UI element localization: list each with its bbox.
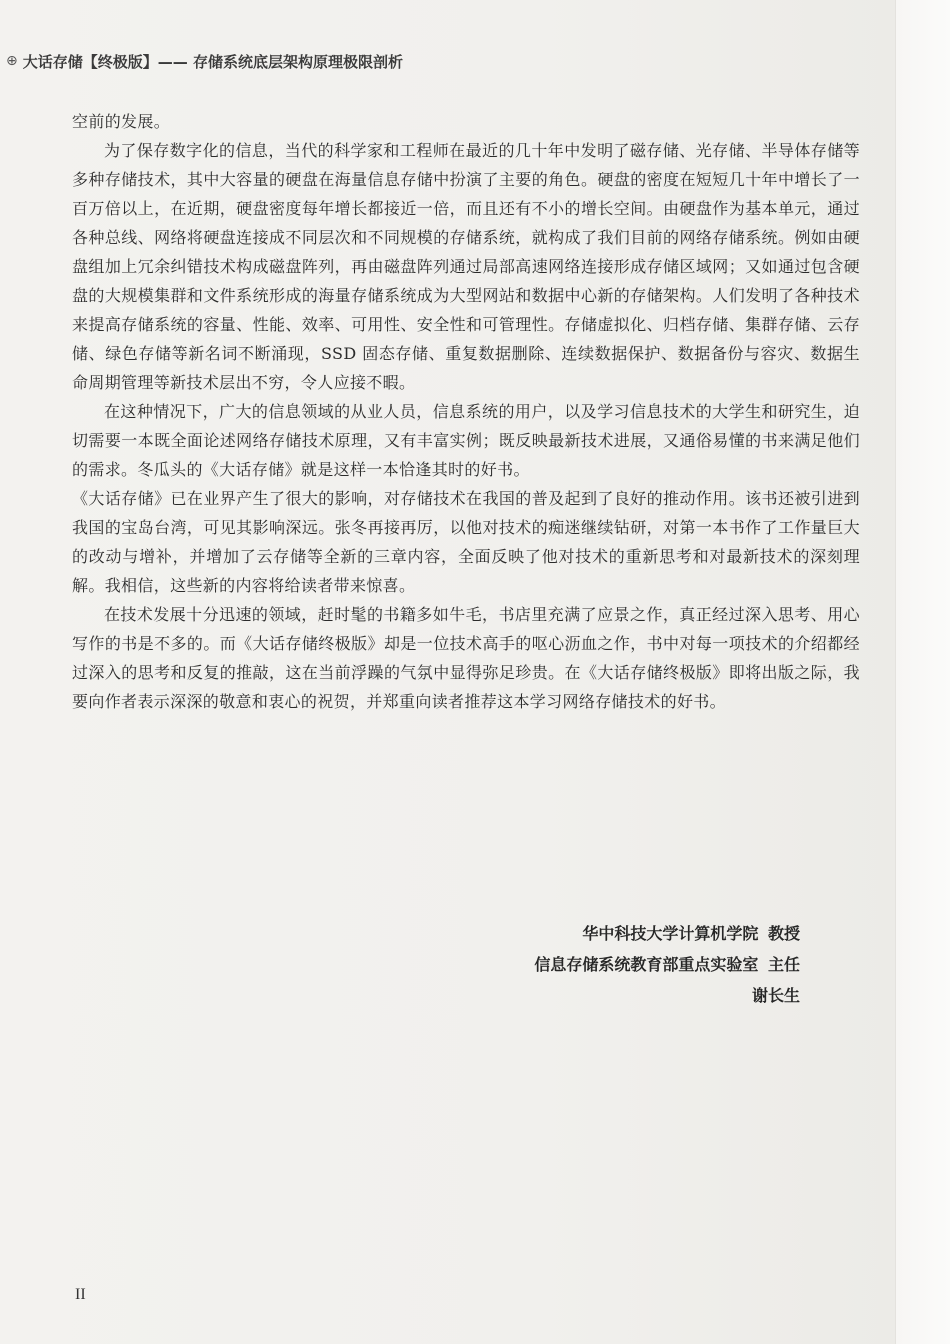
page-edge: [895, 0, 950, 1344]
paragraph: 为了保存数字化的信息，当代的科学家和工程师在最近的几十年中发明了磁存储、光存储、半导体存储等多种存储技术，其中大容量的硬盘在海量信息存储中扮演了主要的角色。硬盘的密度在短短几十年中增长了一百万倍以上，在近期，硬盘密度每年增长都接近一倍，而且还有不小的增长空间。由硬盘作为基本单元，通过各种总线、网络将硬盘连接成不同层次和不同规模的存储系统，就构成了我们目前的网络存储系统。例如由硬盘组加上冗余纠错技术构成磁盘阵列，再由磁盘阵列通过局部高速网络连接形成存储区域网；又如通过包含硬盘的大规模集群和文件系统形成的海量存储系统成为大型网站和数据中心新的存储架构。人们发明了各种技术来提高存储系统的容量、性能、效率、可用性、安全性和可管理性。存储虚拟化、归档存储、集群存储、云存储、绿色存储等新名词不断涌现，SSD 固态存储、重复数据删除、连续数据保护、数据备份与容灾、数据生命周期管理等新技术层出不穷，令人应接不暇。: [72, 141, 860, 392]
page-number: II: [75, 1286, 86, 1303]
paragraph-continuation: 空前的发展。: [72, 112, 171, 131]
author-name: 谢长生: [751, 986, 800, 1005]
signature-block: [534, 918, 800, 1011]
book-title: 大话存储【终极版】—— 存储系统底层架构原理极限剖析: [22, 52, 403, 71]
running-header: [6, 50, 403, 72]
author-position: 信息存储系统教育部重点实验室 主任: [534, 955, 800, 974]
crosshair-icon: ⊕: [6, 53, 18, 69]
paragraph: 在这种情况下，广大的信息领域的从业人员，信息系统的用户，以及学习信息技术的大学生和研究生，迫切需要一本既全面论述网络存储技术原理，又有丰富实例；既反映最新技术进展，又通俗易懂的书来满足他们的需求。冬瓜头的《大话存储》就是这样一本恰逢其时的好书。: [72, 402, 860, 479]
foreword-body: [72, 107, 860, 716]
paragraph: 在技术发展十分迅速的领域，赶时髦的书籍多如牛毛，书店里充满了应景之作，真正经过深入思考、用心写作的书是不多的。而《大话存储终极版》却是一位技术高手的呕心沥血之作，书中对每一项技术的介绍都经过深入的思考和反复的推敲，这在当前浮躁的气氛中显得弥足珍贵。在《大话存储终极版》即将出版之际，我要向作者表示深深的敬意和衷心的祝贺，并郑重向读者推荐这本学习网络存储技术的好书。: [72, 605, 860, 711]
paragraph: 《大话存储》已在业界产生了很大的影响，对存储技术在我国的普及起到了良好的推动作用。该书还被引进到我国的宝岛台湾，可见其影响深远。张冬再接再厉，以他对技术的痴迷继续钻研，对第一本书作了工作量巨大的改动与增补，并增加了云存储等全新的三章内容，全面反映了他对技术的重新思考和对最新技术的深刻理解。我相信，这些新的内容将给读者带来惊喜。: [72, 489, 860, 595]
author-affiliation: 华中科技大学计算机学院 教授: [582, 924, 800, 943]
